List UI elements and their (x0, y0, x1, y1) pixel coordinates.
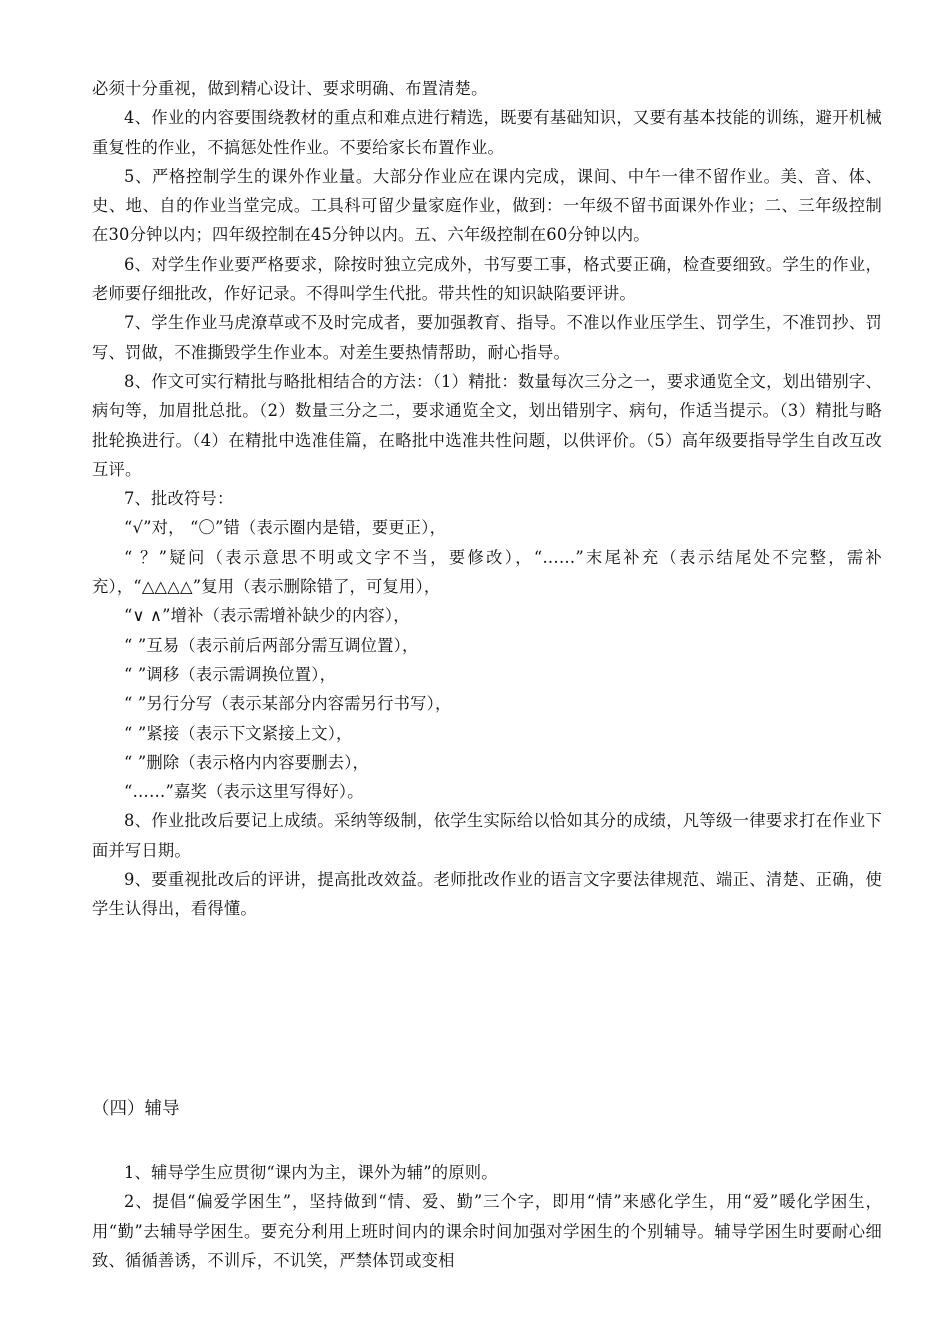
paragraph-item-6: 6、对学生作业要严格要求，除按时独立完成外，书写要工事，格式要正确，检查要细致。学生的作业，老师要仔细批改，作好记录。不得叫学生代批。带共性的知识缺陷要评讲。 (92, 254, 882, 304)
paragraph-mark-swap: “ ”互易（表示前后两部分需互调位置）， (124, 635, 419, 655)
paragraph-tutoring-1: 1、辅导学生应贯彻“课内为主，课外为辅”的原则。 (124, 1163, 498, 1182)
paragraph-item-5: 5、严格控制学生的课外作业量。大部分作业应在课内完成，课间、中午一律不留作业。美、音、体、史、地、自的作业当堂完成。工具科可留少量家庭作业，做到：一年级不留书面课外作业；二、三年级控制在30分钟以内；四年级控制在45分钟以内。五、六年级控制在60分钟以内。 (92, 166, 882, 245)
paragraph-mark-delete: “ ”删除（表示格内内容要删去）， (124, 752, 370, 772)
paragraph-mark-new-line: “ ”另行分写（表示某部分内容需另行书写）， (124, 694, 452, 714)
document-body-bottom (92, 1158, 882, 1275)
paragraph-tutoring-2: 2、提倡“偏爱学困生”，坚持做到“情、爱、勤”三个字，即用“情”来感化学生，用“爱”暖化学困生，用“勤”去辅导学困生。要充分利用上班时间内的课余时间加强对学困生的个别辅导。辅导学困生时要耐心细致、循循善诱，不训斥，不讥笑，严禁体罚或变相 (92, 1192, 882, 1270)
paragraph-item-8: 8、作文可实行精批与略批相结合的方法：（1）精批：数量每次三分之一，要求通览全文，划出错别字、病句等，加眉批总批。（2）数量三分之二，要求通览全文，划出错别字、病句，作适当提示。（3）精批与略批轮换进行。（4）在精批中选准佳篇，在略批中选准共性问题，以供评价。（5）高年级要指导学生自改互改互评。 (92, 371, 882, 479)
paragraph-mark-correct-wrong: “√”对， “〇”错（表示圈内是错，要更正）， (124, 518, 447, 538)
paragraph-mark-praise: “……”嘉奖（表示这里写得好）。 (124, 782, 364, 802)
paragraph-mark-query: “ ？”疑问（表示意思不明或文字不当，要修改），“……”末尾补充（表示结尾处不完整，需补充），“△△△△”复用（表示删除错了，可复用）， (92, 547, 882, 597)
document-body-top (92, 74, 882, 924)
paragraph-marks-title: 7、批改符号： (124, 489, 234, 509)
paragraph-item-7: 7、学生作业马虎潦草或不及时完成者，要加强教育、指导。不准以作业压学生、罚学生，不准罚抄、罚写、罚做，不准撕毁学生作业本。对差生要热情帮助，耐心指导。 (92, 313, 882, 362)
section-heading-tutoring: （四）辅导 (92, 1099, 180, 1119)
paragraph-item-9: 9、要重视批改后的评讲，提高批改效益。老师批改作业的语言文字要法律规范、端正、清楚、正确，使学生认得出，看得懂。 (92, 870, 882, 919)
paragraph-item-8b: 8、作业批改后要记上成绩。采纳等级制，依学生实际给以恰如其分的成绩，凡等级一律要求打在作业下面并写日期。 (92, 811, 882, 860)
paragraph-mark-join: “ ”紧接（表示下文紧接上文）， (124, 723, 353, 743)
paragraph-mark-insert: “∨ ∧”增补（表示需增补缺少的内容）， (124, 606, 410, 626)
paragraph-mark-move: “ ”调移（表示需调换位置）， (124, 664, 337, 684)
paragraph-continuation: 必须十分重视，做到精心设计、要求明确、布置清楚。 (92, 79, 488, 98)
paragraph-item-4: 4、作业的内容要围绕教材的重点和难点进行精选，既要有基础知识，又要有基本技能的训练，避开机械重复性的作业，不搞惩处性作业。不要给家长布置作业。 (92, 108, 882, 157)
